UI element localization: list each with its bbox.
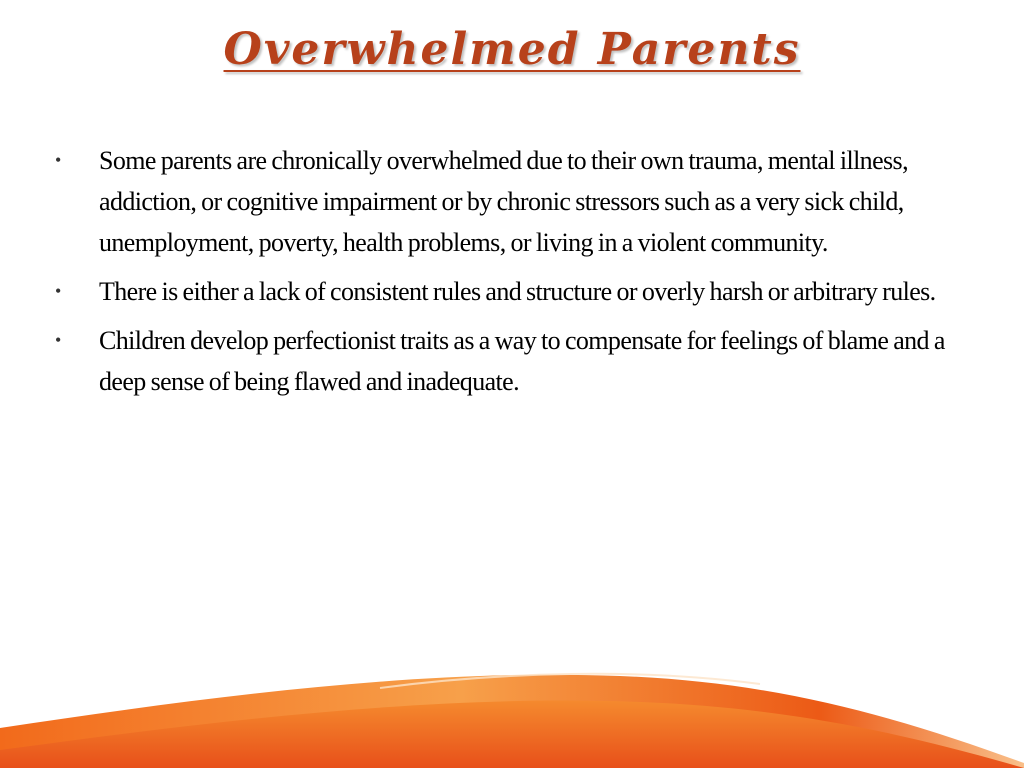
decorative-wave xyxy=(0,658,1024,768)
bullet-item xyxy=(55,320,975,402)
bullet-item xyxy=(55,271,975,312)
bullet-list xyxy=(55,140,975,410)
slide-title: Overwhelmed Parents xyxy=(223,24,801,75)
bullet-item xyxy=(55,140,975,263)
bullet-text: Some parents are chronically overwhelmed due to their own trauma, mental illness, addiction, or cognitive impairment or by chronic stressors such as a very sick child, unemployment, poverty, health problems, or living in a violent community. xyxy=(99,146,908,257)
bullet-icon: • xyxy=(55,150,61,170)
bullet-icon: • xyxy=(55,281,61,301)
bullet-text: There is either a lack of consistent rules and structure or overly harsh or arbitrary rules. xyxy=(99,277,936,306)
bullet-icon: • xyxy=(55,330,61,350)
bullet-text: Children develop perfectionist traits as a way to compensate for feelings of blame and a deep sense of being flawed and inadequate. xyxy=(99,326,945,396)
